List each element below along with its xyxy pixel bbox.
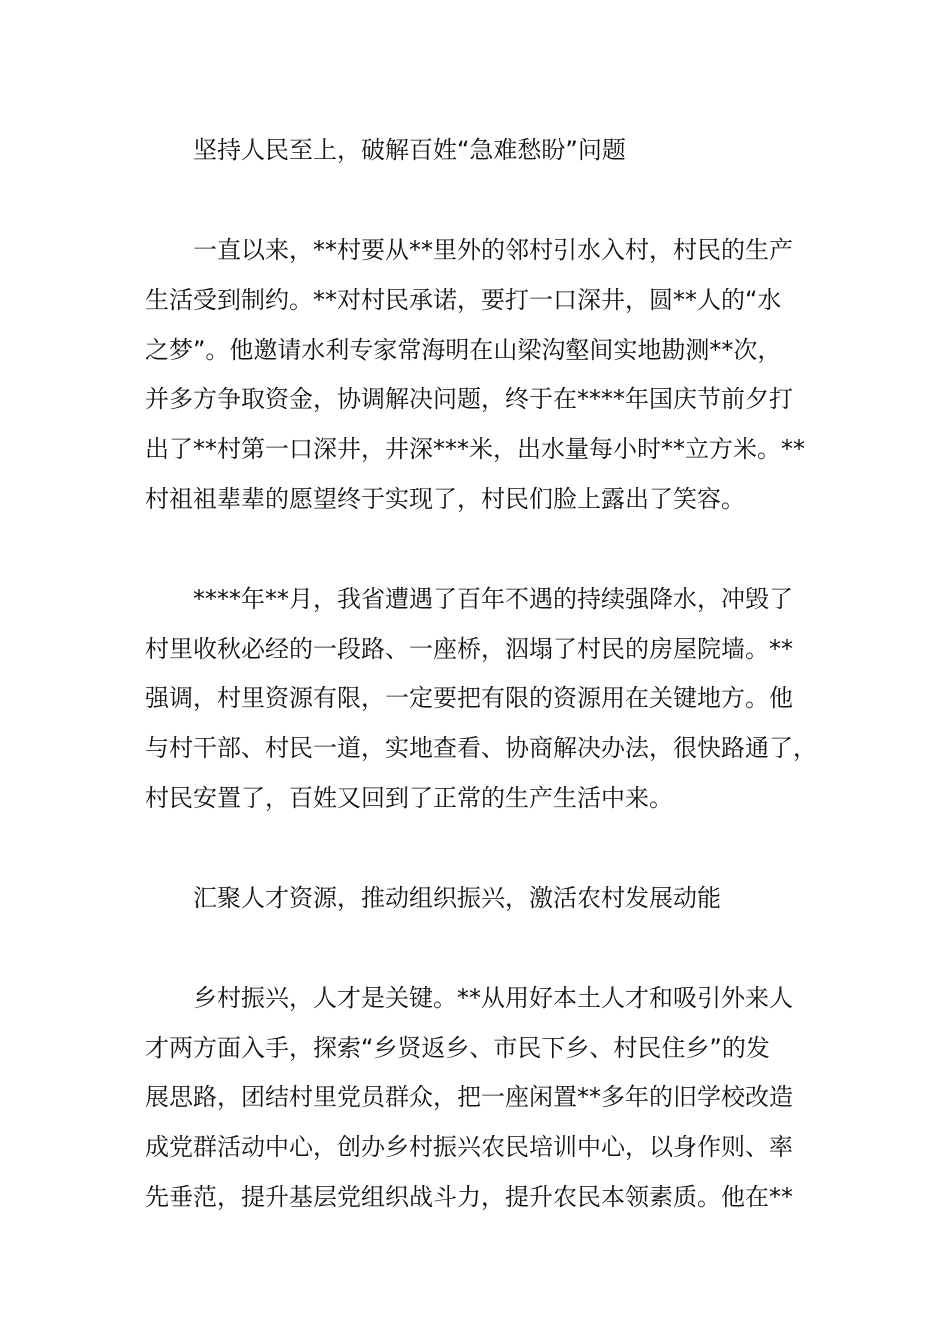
paragraph-line: 出了**村第一口深井，井深***米，出水量每小时**立方米。** (145, 435, 805, 463)
paragraph-line: 展思路，团结村里党员群众，把一座闲置**多年的旧学校改造 (145, 1083, 793, 1111)
paragraph-line: 与村干部、村民一道，实地查看、协商解决办法，很快路通了， (145, 734, 817, 762)
paragraph-line: 生活受到制约。**对村民承诺，要打一口深井，圆**人的“水 (145, 286, 782, 314)
paragraph-line: 村祖祖辈辈的愿望终于实现了，村民们脸上露出了笑容。 (145, 485, 745, 513)
paragraph-line: 村里收秋必经的一段路、一座桥，泅塌了村民的房屋院墙。** (145, 635, 793, 663)
paragraph-line: 强调，村里资源有限，一定要把有限的资源用在关键地方。他 (145, 684, 793, 712)
paragraph-line: ****年**月，我省遭遇了百年不遇的持续强降水，冲毁了 (193, 585, 793, 613)
paragraph-line: 并多方争取资金，协调解决问题，终于在****年国庆节前夕打 (145, 385, 793, 413)
paragraph-line: 乡村振兴，人才是关键。**从用好本土人才和吸引外来人 (193, 984, 793, 1012)
paragraph-line: 成党群活动中心，创办乡村振兴农民培训中心，以身作则、率 (145, 1133, 793, 1161)
paragraph-line: 之梦”。他邀请水利专家常海明在山梁沟壑间实地勘测**次， (145, 336, 782, 364)
paragraph-line: 一直以来，**村要从**里外的邻村引水入村，村民的生产 (193, 236, 793, 264)
section-heading-people-first: 坚持人民至上，破解百姓“急难愁盼”问题 (193, 136, 626, 164)
paragraph-line: 村民安置了，百姓又回到了正常的生产生活中来。 (145, 784, 673, 812)
paragraph-line: 才两方面入手，探索“乡贤返乡、市民下乡、村民住乡”的发 (145, 1034, 770, 1062)
paragraph-line: 先垂范，提升基层党组织战斗力，提升农民本领素质。他在** (145, 1183, 793, 1211)
section-heading-talent: 汇聚人才资源，推动组织振兴，激活农村发展动能 (193, 884, 721, 912)
